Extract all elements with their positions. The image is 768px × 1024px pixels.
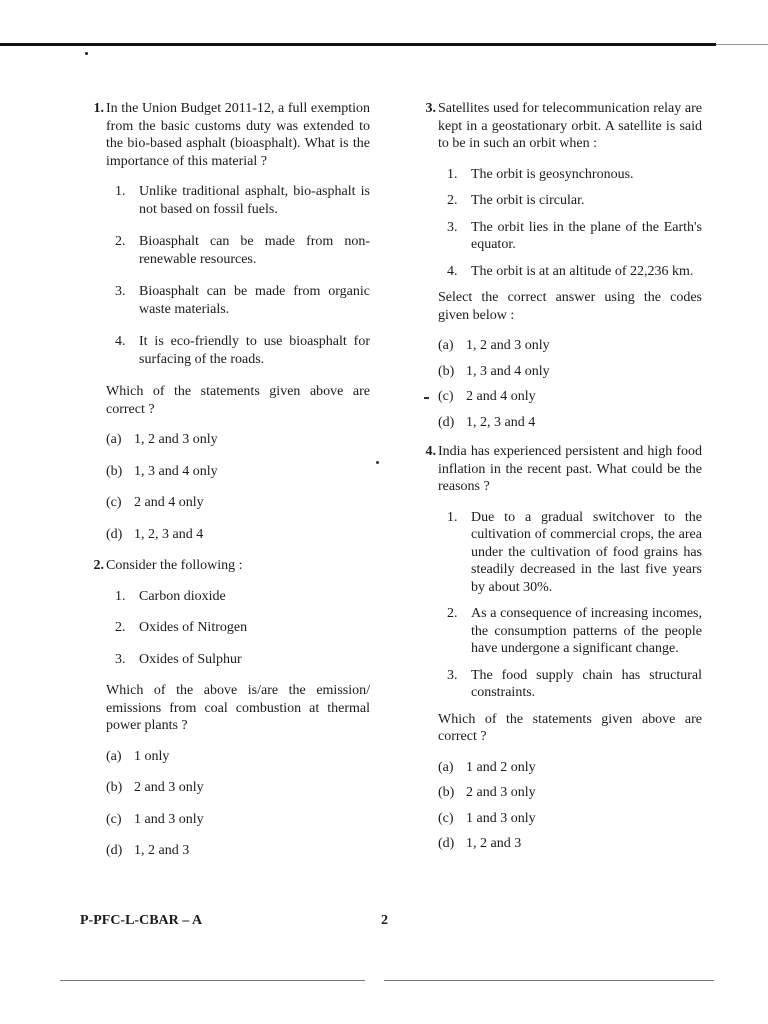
option-letter: (b) <box>106 463 123 479</box>
select-prompt: Which of the above is/are the emission/ emissions from coal combustion at thermal power plants ? <box>106 683 370 733</box>
answer-option[interactable] <box>106 811 370 829</box>
statement-number: 1. <box>447 166 458 182</box>
statement-number: 1. <box>447 509 458 525</box>
statement <box>438 509 702 597</box>
answer-option[interactable] <box>438 759 702 777</box>
option-text: 2 and 3 only <box>466 785 536 800</box>
answer-option[interactable] <box>106 842 370 860</box>
left-column <box>80 100 370 874</box>
answer-option[interactable] <box>438 337 702 355</box>
question-number: 2. <box>93 558 104 573</box>
question-4 <box>412 443 702 853</box>
answer-option[interactable] <box>106 779 370 797</box>
statement <box>106 333 370 368</box>
statement-number: 4. <box>115 334 126 349</box>
statement-text: It is eco-friendly to use bioasphalt for surfacing of the roads. <box>139 334 370 367</box>
question-stem: In the Union Budget 2011-12, a full exemption from the basic customs duty was extended to the bio-based asphalt (bioasphalt). What is the importance of this material ? <box>106 101 370 169</box>
statement-text: The orbit lies in the plane of the Earth's equator. <box>471 219 702 252</box>
statement-text: The food supply chain has structural constraints. <box>471 667 702 700</box>
option-text: 1, 2 and 3 <box>466 836 522 851</box>
select-prompt: Which of the statements given above are correct ? <box>438 711 702 744</box>
option-letter: (c) <box>106 811 122 827</box>
statement <box>106 233 370 268</box>
statement-text: Oxides of Sulphur <box>139 651 242 667</box>
scan-speck <box>376 461 379 464</box>
answer-option[interactable] <box>106 431 370 449</box>
question-3 <box>412 100 702 431</box>
option-text: 1, 3 and 4 only <box>466 363 550 379</box>
statement <box>106 283 370 318</box>
statement-number: 1. <box>115 184 126 199</box>
option-text: 1 only <box>134 748 170 764</box>
answer-option[interactable] <box>106 494 370 512</box>
question-stem: Consider the following : <box>106 558 243 573</box>
answer-option[interactable] <box>438 363 702 381</box>
option-text: 1 and 2 only <box>466 759 536 775</box>
statement-number: 2. <box>447 606 458 621</box>
select-prompt: Which of the statements given above are correct ? <box>106 384 370 417</box>
right-column <box>412 100 702 865</box>
option-letter: (b) <box>106 780 123 795</box>
option-letter: (a) <box>438 759 454 775</box>
statement-number: 3. <box>447 219 458 235</box>
statement-number: 3. <box>115 651 126 667</box>
statement <box>106 183 370 218</box>
statement-text: Bioasphalt can be made from non-renewable resources. <box>139 234 370 267</box>
option-letter: (a) <box>106 432 122 447</box>
option-letter: (a) <box>106 748 122 764</box>
header-rule-faint <box>716 44 768 45</box>
answer-option[interactable] <box>106 463 370 481</box>
select-prompt: Select the correct answer using the codes given below : <box>438 290 702 323</box>
option-text: 2 and 4 only <box>134 495 204 510</box>
question-number: 3. <box>425 101 436 116</box>
statement <box>438 667 702 702</box>
option-letter: (a) <box>438 338 454 353</box>
option-text: 1, 3 and 4 only <box>134 463 218 479</box>
statement-text: Unlike traditional asphalt, bio-asphalt is not based on fossil fuels. <box>139 184 370 217</box>
statement-text: The orbit is at an altitude of 22,236 km. <box>471 263 694 279</box>
answer-option[interactable] <box>438 388 702 406</box>
question-stem: India has experienced persistent and high food inflation in the recent past. What could be the reasons ? <box>438 444 702 494</box>
option-letter: (d) <box>106 843 123 858</box>
footer-rule-left <box>60 980 365 981</box>
statement <box>438 192 702 210</box>
option-letter: (b) <box>438 363 455 379</box>
statement <box>438 605 702 658</box>
statement <box>106 651 370 669</box>
statement <box>438 166 702 184</box>
option-letter: (c) <box>438 389 454 404</box>
option-text: 1, 2, 3 and 4 <box>466 414 536 430</box>
question-number: 4. <box>425 444 436 459</box>
statement-text: Bioasphalt can be made from organic waste materials. <box>139 284 370 317</box>
question-2 <box>80 557 370 860</box>
statement-number: 3. <box>115 284 126 299</box>
answer-option[interactable] <box>438 835 702 853</box>
question-number: 1. <box>93 101 104 116</box>
statement-text: As a consequence of increasing incomes, the consumption patterns of the people have undergone a significant change. <box>471 606 702 656</box>
statement-text: Oxides of Nitrogen <box>139 620 248 635</box>
answer-option[interactable] <box>106 748 370 766</box>
question-stem: Satellites used for telecommunication relay are kept in a geostationary orbit. A satellite is said to be in such an orbit when : <box>438 101 702 151</box>
statement-number: 2. <box>115 620 126 635</box>
option-text: 2 and 4 only <box>466 389 536 404</box>
option-text: 2 and 3 only <box>134 780 204 795</box>
statement <box>438 219 702 254</box>
answer-option[interactable] <box>438 414 702 432</box>
scan-speck <box>85 52 88 55</box>
answer-option[interactable] <box>106 526 370 544</box>
statement-number: 2. <box>447 193 458 208</box>
statement <box>106 588 370 606</box>
option-letter: (d) <box>438 414 455 430</box>
answer-option[interactable] <box>438 784 702 802</box>
statement-text: Carbon dioxide <box>139 588 226 604</box>
option-text: 1, 2 and 3 only <box>134 432 218 447</box>
statement-number: 3. <box>447 667 458 683</box>
option-letter: (d) <box>106 526 123 542</box>
option-text: 1, 2, 3 and 4 <box>134 526 204 542</box>
question-1 <box>80 100 370 543</box>
statement <box>438 263 702 281</box>
header-rule <box>0 43 716 46</box>
paper-code: P-PFC-L-CBAR – A <box>80 913 203 928</box>
footer-rule-right <box>384 980 714 981</box>
statement-text: Due to a gradual switchover to the cultivation of commercial crops, the area under the cultivation of food grains has steadily decreased in the last five years by about 30%. <box>471 509 702 595</box>
answer-option[interactable] <box>438 810 702 828</box>
option-letter: (d) <box>438 836 455 851</box>
statement-number: 4. <box>447 263 458 279</box>
option-letter: (b) <box>438 785 455 800</box>
option-text: 1 and 3 only <box>134 811 204 827</box>
statement-number: 2. <box>115 234 126 249</box>
option-letter: (c) <box>438 810 454 826</box>
option-text: 1, 2 and 3 <box>134 843 190 858</box>
page-number: 2 <box>381 913 388 928</box>
statement-number: 1. <box>115 588 126 604</box>
option-text: 1, 2 and 3 only <box>466 338 550 353</box>
statement <box>106 619 370 637</box>
statement-text: The orbit is circular. <box>471 193 585 208</box>
option-letter: (c) <box>106 495 122 510</box>
statement-text: The orbit is geosynchronous. <box>471 166 634 182</box>
option-text: 1 and 3 only <box>466 810 536 826</box>
